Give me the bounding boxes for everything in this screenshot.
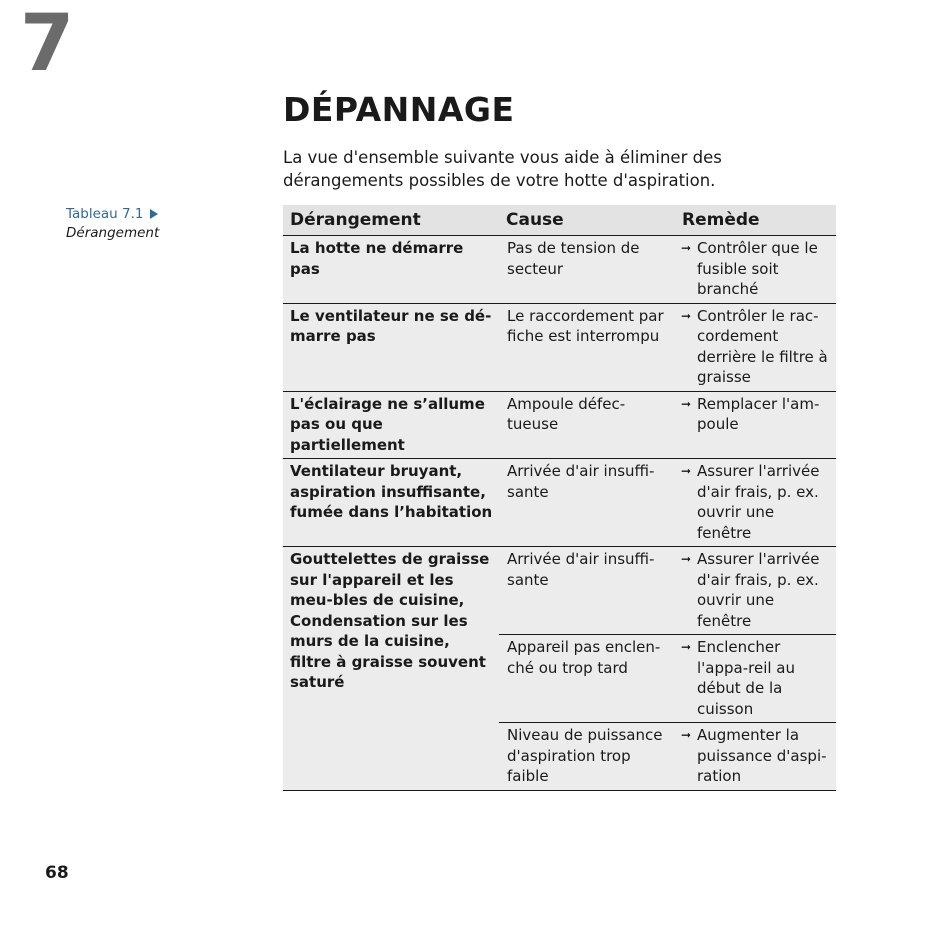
symptom-cell: Ventilateur bruyant, aspiration insuffisante, fumée dans l’habitation — [283, 459, 499, 547]
cause-cell: Arrivée d'air insuffi-sante — [499, 459, 675, 547]
cause-cell: Le raccordement par fiche est interrompu — [499, 303, 675, 391]
intro-paragraph: La vue d'ensemble suivante vous aide à éliminer des dérangements possibles de votre hotte d'aspiration. — [283, 148, 722, 190]
remedy-text: Remplacer l'am-poule — [697, 394, 820, 433]
table-reference-label: Tableau 7.1 — [66, 206, 144, 222]
remedy-cell — [675, 723, 836, 791]
remedy-cell — [675, 547, 836, 635]
header-cause: Cause — [499, 205, 675, 236]
remedy-text: Enclencher l'appa-reil au début de la cuisson — [697, 638, 795, 718]
arrow-right-icon: ➞ — [681, 241, 692, 255]
arrow-right-icon: ➞ — [681, 640, 692, 654]
table-row — [283, 391, 836, 459]
arrow-right-icon: ➞ — [681, 728, 692, 742]
remedy-text: Contrôler que le fusible soit branché — [697, 239, 818, 298]
remedy-cell — [675, 391, 836, 459]
cause-cell: Ampoule défec-tueuse — [499, 391, 675, 459]
arrow-right-icon: ➞ — [681, 464, 692, 478]
symptom-cell: La hotte ne démarre pas — [283, 236, 499, 304]
table-caption — [66, 205, 159, 243]
page-title: DÉPANNAGE — [283, 90, 515, 129]
table-header-row — [283, 205, 836, 236]
table-caption-name: Dérangement — [66, 225, 160, 241]
symptom-cell: Gouttelettes de graisse sur l'appareil et les meu-bles de cuisine, Condensation sur les murs de la cuisine, filtre à graisse souvent saturé — [283, 547, 499, 791]
arrow-right-icon: ➞ — [681, 308, 692, 323]
remedy-cell — [675, 635, 836, 723]
table-row — [283, 236, 836, 304]
cause-cell: Appareil pas enclen-ché ou trop tard — [499, 635, 675, 723]
troubleshooting-table — [283, 205, 836, 791]
triangle-right-icon — [150, 209, 158, 219]
chapter-number: 7 — [20, 0, 75, 89]
symptom-cell: L'éclairage ne s’allume pas ou que partiellement — [283, 391, 499, 459]
table-row — [283, 547, 836, 635]
header-remedy: Remède — [675, 205, 836, 236]
symptom-cell: Le ventilateur ne se dé-marre pas — [283, 303, 499, 391]
cause-cell: Pas de tension de secteur — [499, 236, 675, 304]
page-number: 68 — [45, 863, 69, 883]
arrow-right-icon: ➞ — [681, 552, 692, 566]
remedy-cell — [675, 236, 836, 304]
table-reference — [66, 205, 159, 224]
table-row — [283, 303, 836, 391]
remedy-text: Contrôler le rac-cordement derrière le filtre à graisse — [697, 306, 828, 386]
remedy-text: Augmenter la puissance d'aspi-ration — [697, 726, 827, 785]
cause-cell: Arrivée d'air insuffi-sante — [499, 547, 675, 635]
arrow-right-icon: ➞ — [681, 396, 692, 411]
table-row — [283, 459, 836, 547]
remedy-cell — [675, 459, 836, 547]
remedy-text: Assurer l'arrivée d'air frais, p. ex. ouvrir une fenêtre — [697, 462, 820, 542]
cause-cell: Niveau de puissance d'aspiration trop faible — [499, 723, 675, 791]
remedy-cell — [675, 303, 836, 391]
remedy-text: Assurer l'arrivée d'air frais, p. ex. ouvrir une fenêtre — [697, 550, 820, 630]
header-symptom: Dérangement — [283, 205, 499, 236]
